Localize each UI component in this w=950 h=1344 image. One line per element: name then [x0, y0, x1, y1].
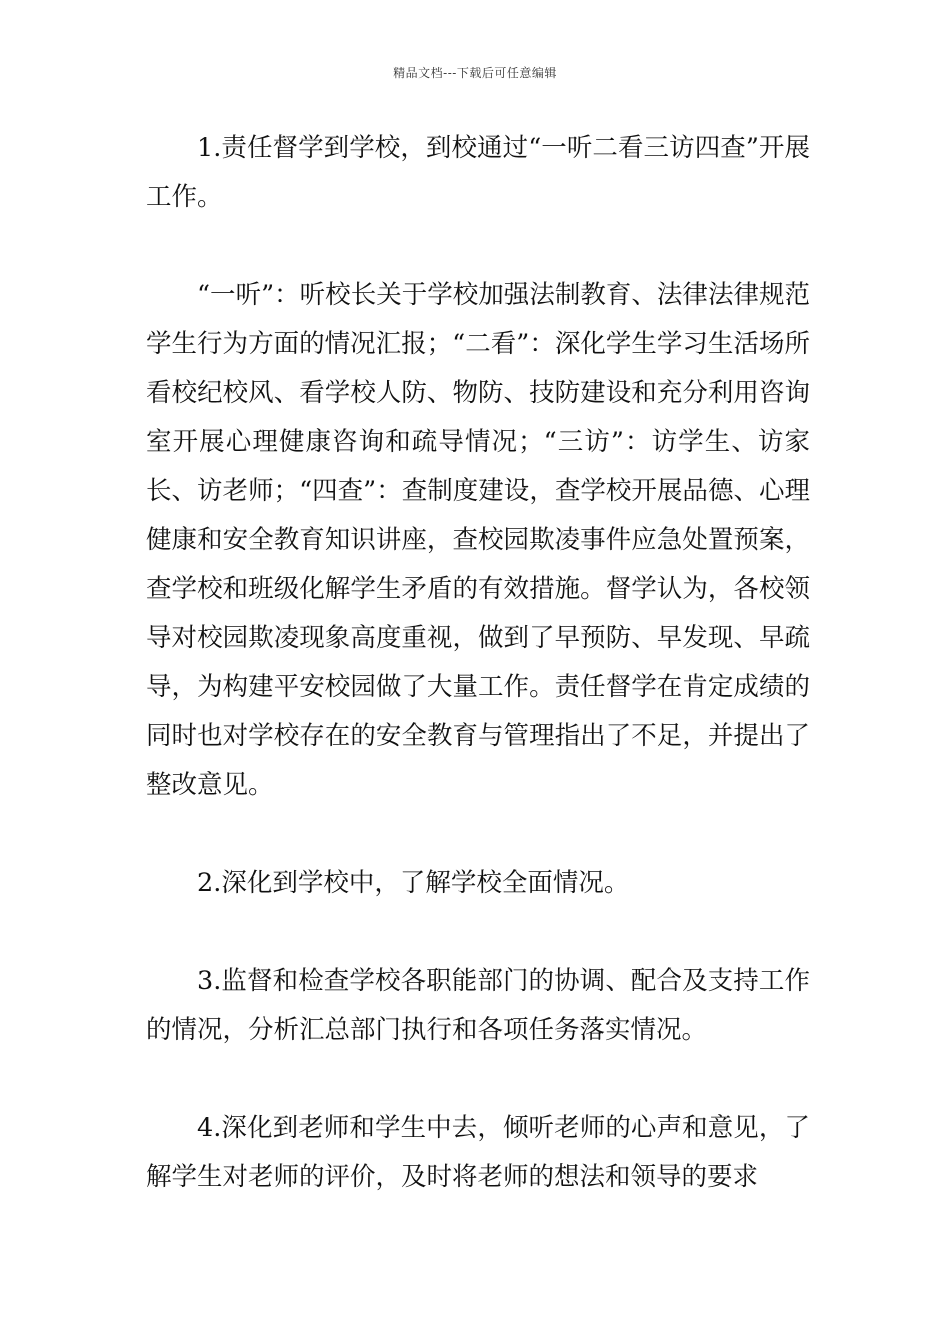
document-body: [146, 124, 810, 1202]
paragraph-item-4: 3.监督和检查学校各职能部门的协调、配合及支持工作的情况，分析汇总部门执行和各项任务落实情况。: [146, 966, 810, 1045]
page-header: 精品文档---下载后可任意编辑: [393, 66, 557, 80]
paragraph-item-3: 2.深化到学校中，了解学校全面情况。: [197, 868, 630, 898]
paragraph-item-5: 4.深化到老师和学生中去，倾听老师的心声和意见，了解学生对老师的评价，及时将老师的想法和领导的要求: [146, 1113, 810, 1192]
paragraph-item-2: “一听”：听校长关于学校加强法制教育、法律法律规范学生行为方面的情况汇报；“二看”：深化学生学习生活场所看校纪校风、看学校人防、物防、技防建设和充分利用咨询室开展心理健康咨询和疏导情况；“三访”：访学生、访家长、访老师；“四查”：查制度建设，查学校开展品德、心理健康和安全教育知识讲座，查校园欺凌事件应急处置预案，查学校和班级化解学生矛盾的有效措施。督学认为，各校领导对校园欺凌现象高度重视，做到了早预防、早发现、早疏导，为构建平安校园做了大量工作。责任督学在肯定成绩的同时也对学校存在的安全教育与管理指出了不足，并提出了整改意见。: [146, 280, 810, 800]
paragraph-item-1: 1.责任督学到学校，到校通过“一听二看三访四查”开展工作。: [146, 133, 810, 212]
